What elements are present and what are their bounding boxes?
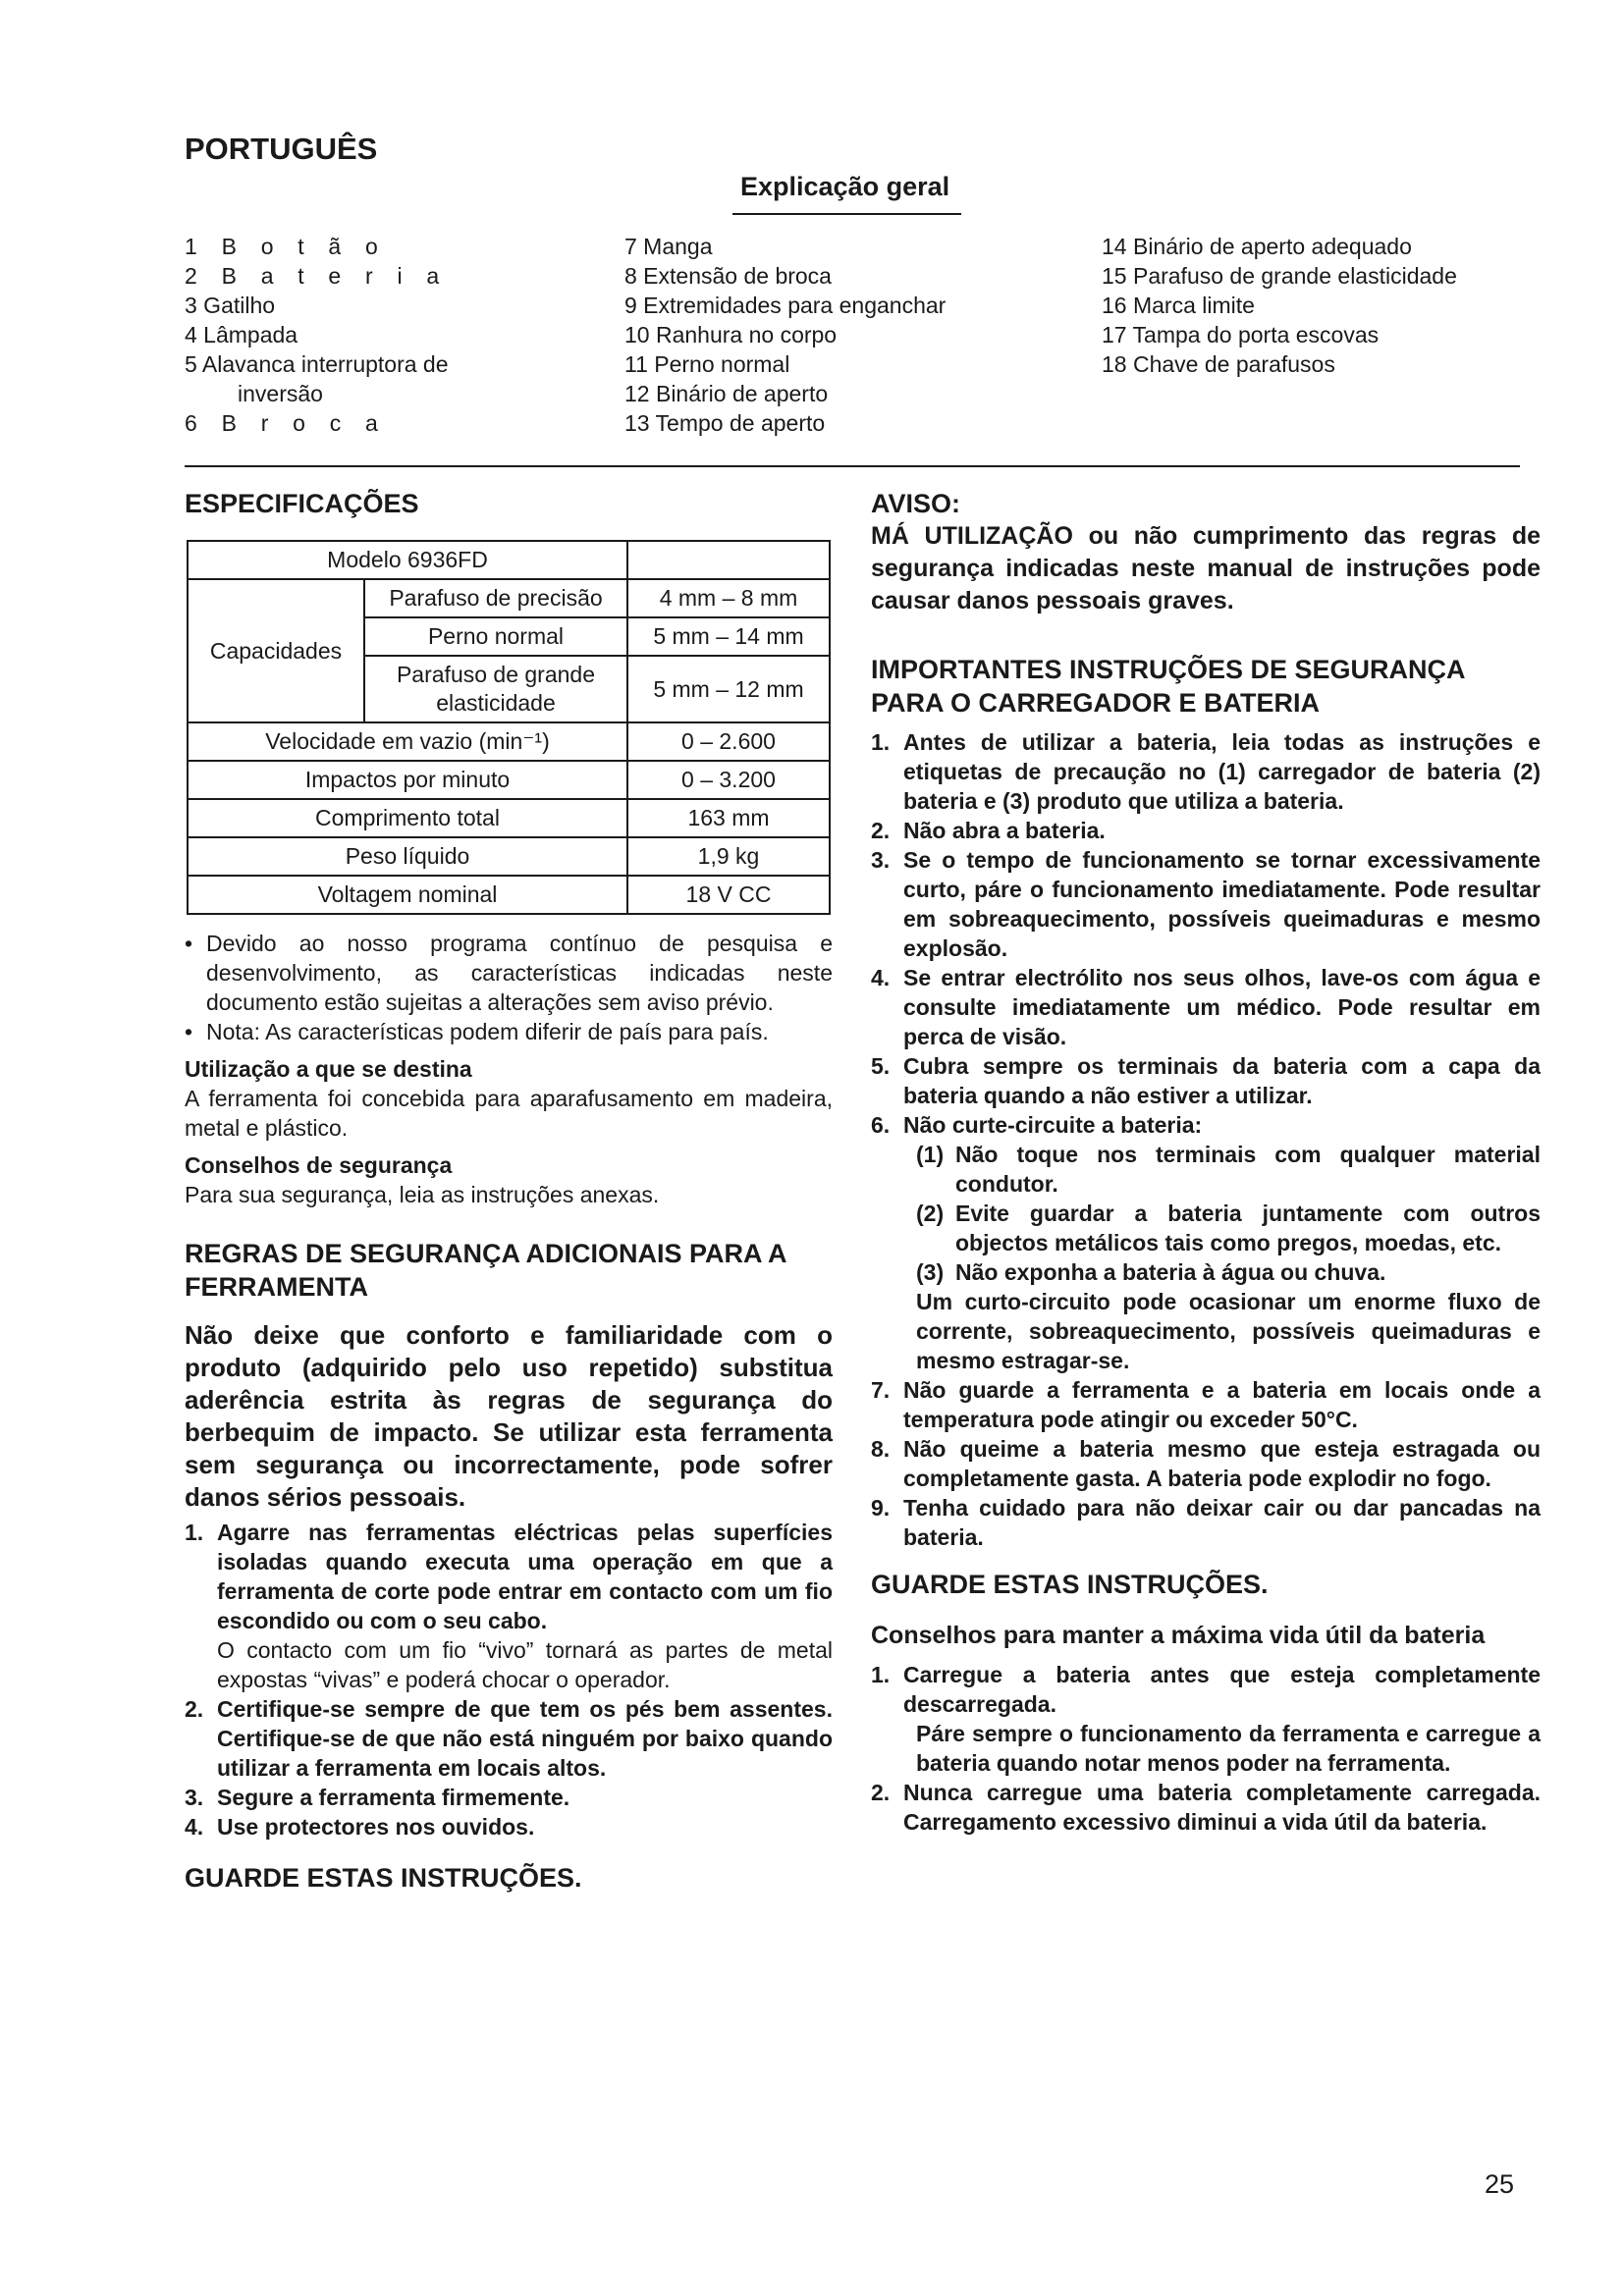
- warning-text: MÁ UTILIZAÇÃO ou não cumprimento das regras de segurança indicadas neste manual de instruções pode causar danos pessoais graves.: [871, 522, 1541, 614]
- legend-item: 11 Perno normal: [624, 351, 790, 377]
- save-instructions-heading: GUARDE ESTAS INSTRUÇÕES.: [871, 1570, 1269, 1599]
- battery-life-heading: Conselhos para manter a máxima vida útil da bateria: [871, 1622, 1486, 1649]
- item-extra: O contacto com um fio “vivo” tornará as partes de metal expostas “vivas” e poderá chocar o operador.: [217, 1637, 833, 1692]
- spec-value: 0 – 2.600: [627, 722, 830, 761]
- sub-list-item: [871, 1199, 1541, 1257]
- intended-use-text: A ferramenta foi concebida para aparafusamento em madeira, metal e plástico.: [185, 1086, 833, 1141]
- battery-life-list: [871, 1660, 1541, 1837]
- list-item: [871, 816, 1541, 845]
- item-number: (2): [916, 1201, 945, 1226]
- spec-value: 18 V CC: [627, 876, 830, 914]
- list-item: [185, 1812, 833, 1842]
- item-number: 4.: [871, 965, 891, 990]
- list-item: [185, 1694, 833, 1783]
- list-item: [185, 1783, 833, 1812]
- item-number: 8.: [871, 1436, 891, 1462]
- item-number: 6.: [871, 1112, 891, 1138]
- item-number: 1.: [185, 1520, 204, 1545]
- note-text: Devido ao nosso programa contínuo de pesquisa e desenvolvimento, as características indicadas neste documento estão sujeitas a alterações sem aviso prévio.: [206, 931, 833, 1015]
- list-item: [871, 1051, 1541, 1110]
- capacity-label: Parafuso de precisão: [364, 579, 627, 617]
- item-number: 1.: [871, 1662, 891, 1687]
- model-value-cell: [627, 541, 830, 579]
- capacity-label: Parafuso de grande elasticidade: [364, 656, 627, 722]
- item-number: 2.: [871, 818, 891, 843]
- list-item: [871, 1434, 1541, 1493]
- list-item: [185, 1017, 833, 1046]
- table-row: [188, 541, 830, 579]
- item-text: Não abra a bateria.: [903, 818, 1106, 843]
- capacity-value: 5 mm – 14 mm: [627, 617, 830, 656]
- legend-item: 17 Tampa do porta escovas: [1102, 322, 1380, 347]
- item-text: Certifique-se sempre de que tem os pés bem assentes. Certifique-se de que não está ninguém por baixo quando utilizar a ferramenta em locais altos.: [217, 1696, 833, 1781]
- item-text: Cubra sempre os terminais da bateria com a capa da bateria quando a não estiver a utilizar.: [903, 1053, 1541, 1108]
- item-number: 3.: [871, 847, 891, 873]
- item-number: 9.: [871, 1495, 891, 1521]
- list-item: [871, 1660, 1541, 1719]
- legend-item: 5 Alavanca interruptora de: [185, 351, 449, 377]
- item-text: Se entrar electrólito nos seus olhos, lave-os com água e consulte imediatamente um médico. Pode resultar em perca de visão.: [903, 965, 1541, 1049]
- right-column: [871, 487, 1541, 1837]
- legend-item: 7 Manga: [624, 234, 713, 259]
- legend-item: 12 Binário de aperto: [624, 381, 829, 406]
- list-item: [871, 963, 1541, 1051]
- list-item: [871, 1110, 1541, 1140]
- item-text: Nunca carregue uma bateria completamente carregada. Carregamento excessivo diminui a vida útil da bateria.: [903, 1780, 1541, 1835]
- explanation-title: Explicação geral: [740, 172, 950, 201]
- save-instructions-heading: GUARDE ESTAS INSTRUÇÕES.: [185, 1863, 582, 1893]
- legend-item: 14 Binário de aperto adequado: [1102, 234, 1412, 259]
- item-text: Evite guardar a bateria juntamente com outros objectos metálicos tais como pregos, moedas, etc.: [955, 1201, 1541, 1255]
- additional-rules-heading: REGRAS DE SEGURANÇA ADICIONAIS PARA A FERRAMENTA: [185, 1239, 786, 1302]
- item-number: 4.: [185, 1814, 204, 1840]
- capacity-value: 5 mm – 12 mm: [627, 656, 830, 722]
- list-item: [871, 845, 1541, 963]
- spec-label: Impactos por minuto: [188, 761, 627, 799]
- spec-value: 1,9 kg: [627, 837, 830, 876]
- capacity-value: 4 mm – 8 mm: [627, 579, 830, 617]
- table-row: [188, 799, 830, 837]
- spec-label: Peso líquido: [188, 837, 627, 876]
- intended-use-heading: Utilização a que se destina: [185, 1056, 472, 1082]
- specifications-heading: ESPECIFICAÇÕES: [185, 489, 419, 518]
- list-item: [871, 1778, 1541, 1837]
- legend-item: 4 Lâmpada: [185, 322, 298, 347]
- bullet-icon: •: [185, 931, 193, 956]
- safety-advice-heading: Conselhos de segurança: [185, 1152, 453, 1178]
- legend-item: 8 Extensão de broca: [624, 263, 832, 289]
- item-text: Se o tempo de funcionamento se tornar excessivamente curto, páre o funcionamento imediatamente. Pode resultar em sobreaquecimento, possíveis queimaduras e mesmo explosão.: [903, 847, 1541, 961]
- safety-advice-text: Para sua segurança, leia as instruções anexas.: [185, 1182, 660, 1207]
- item-text: Não toque nos terminais com qualquer material condutor.: [955, 1142, 1541, 1197]
- sub-list-item: [871, 1140, 1541, 1199]
- page-language-title: PORTUGUÊS: [185, 132, 378, 166]
- item-text: Agarre nas ferramentas eléctricas pelas superfícies isoladas quando executa uma operação em que a ferramenta de corte pode entrar em contacto com um fio escondido ou com o seu cabo.: [217, 1520, 833, 1633]
- item-number: (1): [916, 1142, 945, 1167]
- capacity-label: Perno normal: [364, 617, 627, 656]
- specifications-table: [187, 540, 831, 915]
- legend-item: 15 Parafuso de grande elasticidade: [1102, 263, 1457, 289]
- explanation-underline: [732, 213, 961, 215]
- table-row: [188, 837, 830, 876]
- table-row: [188, 722, 830, 761]
- item-text: Não curte-circuite a bateria:: [903, 1112, 1203, 1138]
- item-extra: Páre sempre o funcionamento da ferramenta e carregue a bateria quando notar menos poder na ferramenta.: [916, 1721, 1541, 1776]
- item-number: 1.: [871, 729, 891, 755]
- item-text: Segure a ferramenta firmemente.: [217, 1785, 570, 1810]
- legend-item: inversão: [238, 381, 323, 406]
- item-text: Antes de utilizar a bateria, leia todas as instruções e etiquetas de precaução no (1) carregador de bateria (2) bateria e (3) produto que utiliza a bateria.: [903, 729, 1541, 814]
- left-column: [185, 487, 833, 1895]
- item-text: Não exponha a bateria à água ou chuva.: [955, 1259, 1386, 1285]
- legend-item: 9 Extremidades para enganchar: [624, 293, 947, 318]
- item-number: 3.: [185, 1785, 204, 1810]
- legend-item: 3 Gatilho: [185, 293, 276, 318]
- spec-value: 0 – 3.200: [627, 761, 830, 799]
- spec-value: 163 mm: [627, 799, 830, 837]
- sub-list-item: [871, 1257, 1541, 1287]
- legend-item: 1 B o t ã o: [185, 234, 378, 259]
- table-row: [188, 876, 830, 914]
- item-number: 2.: [185, 1696, 204, 1722]
- spec-label: Velocidade em vazio (min⁻¹): [188, 722, 627, 761]
- item-number: 5.: [871, 1053, 891, 1079]
- bullet-icon: •: [185, 1019, 193, 1044]
- item-text: Use protectores nos ouvidos.: [217, 1814, 535, 1840]
- legend-item: 13 Tempo de aperto: [624, 410, 826, 436]
- item-text: Tenha cuidado para não deixar cair ou dar pancadas na bateria.: [903, 1495, 1541, 1550]
- section-divider: [185, 465, 1520, 467]
- battery-safety-heading: IMPORTANTES INSTRUÇÕES DE SEGURANÇA PARA O CARREGADOR E BATERIA: [871, 655, 1465, 718]
- legend-column-1: [185, 232, 597, 438]
- spec-label: Comprimento total: [188, 799, 627, 837]
- item-number: 7.: [871, 1377, 891, 1403]
- capacities-label: Capacidades: [188, 579, 364, 722]
- legend-item: 10 Ranhura no corpo: [624, 322, 838, 347]
- spec-notes: [185, 929, 833, 1046]
- page-number: 25: [1485, 2169, 1515, 2199]
- item-number: 2.: [871, 1780, 891, 1805]
- table-row: [188, 579, 830, 617]
- legend-item: 6 B r o c a: [185, 410, 378, 436]
- legend-item: 18 Chave de parafusos: [1102, 351, 1335, 377]
- table-row: [188, 761, 830, 799]
- additional-rules-intro: Não deixe que conforto e familiaridade com o produto (adquirido pelo uso repetido) substitua aderência estrita às regras de segurança do berbequim de impacto. Se utilizar esta ferramenta sem segurança ou incorrectamente, pode sofrer danos sérios pessoais.: [185, 1320, 833, 1512]
- legend-column-3: [1102, 232, 1553, 379]
- list-item: [185, 929, 833, 1017]
- legend-column-2: [624, 232, 1076, 438]
- item-text: Não queime a bateria mesmo que esteja estragada ou completamente gasta. A bateria pode explodir no fogo.: [903, 1436, 1541, 1491]
- additional-rules-list: [185, 1518, 833, 1842]
- list-item: [871, 727, 1541, 816]
- model-label: Modelo 6936FD: [188, 541, 627, 579]
- spec-label: Voltagem nominal: [188, 876, 627, 914]
- item-text: Carregue a bateria antes que esteja completamente descarregada.: [903, 1662, 1541, 1717]
- battery-safety-list: [871, 727, 1541, 1552]
- item-number: (3): [916, 1259, 945, 1285]
- short-circuit-note: Um curto-circuito pode ocasionar um enorme fluxo de corrente, sobreaquecimento, possíveis queimaduras e mesmo estragar-se.: [916, 1289, 1541, 1373]
- legend-item: 16 Marca limite: [1102, 293, 1255, 318]
- legend-item: 2 B a t e r i a: [185, 263, 440, 289]
- list-item: [185, 1518, 833, 1635]
- item-text: Não guarde a ferramenta e a bateria em locais onde a temperatura pode atingir ou exceder 50°C.: [903, 1377, 1541, 1432]
- note-text: Nota: As características podem diferir de país para país.: [206, 1019, 769, 1044]
- list-item: [871, 1493, 1541, 1552]
- warning-heading: AVISO:: [871, 489, 961, 518]
- list-item: [871, 1375, 1541, 1434]
